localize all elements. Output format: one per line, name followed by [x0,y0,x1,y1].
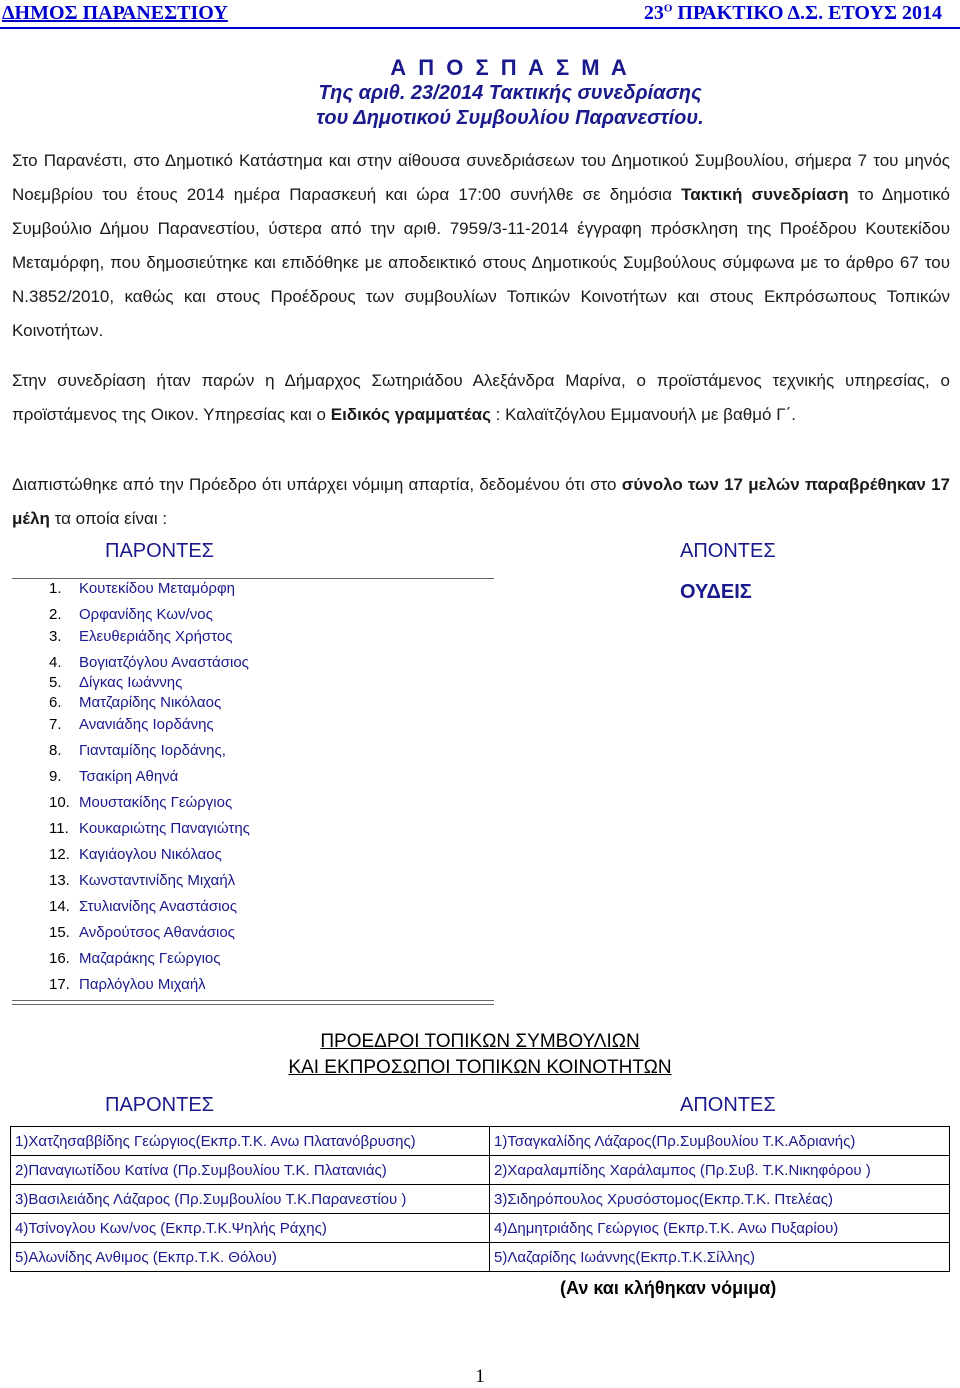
rep-absent-cell: 1)Τσαγκαλίδης Λάζαρος(Πρ.Συμβουλίου Τ.Κ.Αδριανής) [490,1127,950,1156]
member-name: Κωνσταντινίδης Μιχαήλ [79,872,236,889]
member-name: Ανδρούτσος Αθανάσιος [79,924,235,941]
table-row [11,1127,950,1156]
minutes-title: ΠΡΑΚΤΙΚΟ Δ.Σ. ΕΤΟΥΣ 2014 [677,2,942,24]
attendance-text-2: : Καλαϊτζόγλου Εμμανουήλ με βαθμό Γ΄. [490,405,796,424]
header-rule [0,27,960,29]
rep-present-cell: 4)Τσίνογλου Κων/νος (Εκπρ.Τ.Κ.Ψηλής Ράχης) [11,1214,490,1243]
member-list-item [49,976,206,993]
quorum-text-2: τα οποία είναι : [49,509,168,528]
member-number: 11. [49,820,69,837]
document-title: Α Π Ο Σ Π Α Σ Μ Α [390,55,630,80]
rep-absent-cell: 4)Δημητριάδης Γεώργιος (Εκπρ.Τ.Κ. Ανω Πυξαρίου) [490,1214,950,1243]
member-list-item [49,794,232,811]
intro-text-2: το Δημοτικό Συμβούλιο Δήμου Παρανεστίου, ύστερα από την αριθ. 7959/3-11-2014 έγγραφη πρόσκληση της Προέδρου Κουτεκίδου Μεταμόρφη, που δημοσιεύτηκε και επιδόθηκε με αποδεικτικό στους Δημοτικούς Συμβούλους σύμφωνα με το άρθρο 67 του Ν.3852/2010, καθώς και στους Προέδρους των συμβουλίων Τοπικών Κοινοτήτων και στους Εκπρόσωπους Τοπικών Κοινοτήτων. [12,185,950,340]
member-number: 1. [49,580,62,597]
member-number: 5. [49,674,62,691]
member-list-item [49,872,235,889]
member-number: 6. [49,694,62,711]
title-line-1: Της αριθ. 23/2014 Τακτικής συνεδρίασης [318,82,702,104]
member-list-item [49,654,249,671]
member-list-item [49,924,235,941]
member-list-item [49,606,213,623]
member-list-item [49,742,226,759]
intro-text-1: Στο Παρανέστι, στο Δημοτικό Κατάστημα και στην αίθουσα συνεδριάσεων του Δημοτικού Συμβουλίου, σήμερα 7 του μηνός Νοεμβρίου του έτους 2014 ημέρα Παρασκευή και ώρα 17:00 συνήλθε σε δημόσια [12,151,950,204]
intro-paragraph [12,144,950,348]
member-number: 10. [49,794,70,811]
absent-heading: ΑΠΟΝΤΕΣ [680,540,776,562]
rep-absent-cell: 3)Σιδηρόπουλος Χρυσόστομος(Εκπρ.Τ.Κ. Πτελέας) [490,1185,950,1214]
member-number: 9. [49,768,62,785]
member-list-item [49,716,214,733]
member-number: 16. [49,950,70,967]
member-name: Ελευθεριάδης Χρήστος [79,628,233,645]
member-name: Βογιατζόγλου Αναστάσιος [79,654,249,671]
secretary-label: Ειδικός γραμματέας [330,405,491,424]
page-number: 1 [475,1366,485,1387]
quorum-paragraph [12,468,950,536]
member-list-item [49,674,182,691]
member-name: Καγιάογλου Νικόλαος [79,846,222,863]
member-name: Ανανιάδης Ιορδάνης [79,716,214,733]
member-name: Μαζαράκης Γεώργιος [79,950,221,967]
quorum-bold: σύνολο των 17 μελών παραβρέθηκαν 17 μέλη [12,475,950,528]
rep-absent-heading: ΑΠΟΝΤΕΣ [680,1094,776,1116]
member-list-item [49,628,232,645]
intro-bold-session: Τακτική συνεδρίαση [681,185,849,204]
member-number: 2. [49,606,62,623]
municipality-name: ΔΗΜΟΣ ΠΑΡΑΝΕΣΤΙΟΥ [2,2,228,24]
rep-present-cell: 5)Αλωνίδης Ανθιμος (Εκπρ.Τ.Κ. Θόλου) [11,1243,490,1272]
member-name: Κουκαριώτης Παναγιώτης [79,820,250,837]
minutes-superscript: Ο [663,2,673,15]
member-number: 4. [49,654,62,671]
member-list-item [49,820,250,837]
minutes-label [644,2,942,25]
rep-present-cell: 2)Παναγιωτίδου Κατίνα (Πρ.Συμβουλίου Τ.Κ. Πλατανιάς) [11,1156,490,1185]
list-bottom-rule [12,1000,494,1001]
member-list-item [49,846,222,863]
representatives-table [10,1126,950,1272]
list-bottom-rule-2 [12,1004,494,1005]
member-name: Γιανταμίδης Ιορδάνης, [79,742,226,759]
legally-invited-note: (Αν και κλήθηκαν νόμιμα) [560,1278,777,1298]
member-list-item [49,580,235,597]
attendance-text-1: Στην συνεδρίαση ήταν παρών η Δήμαρχος Σωτηριάδου Αλεξάνδρα Μαρίνα, ο προϊστάμενος τεχνικής υπηρεσίας, ο προϊστάμενος της Οικον. Υπηρεσίας και ο [12,371,950,424]
list-top-rule [12,578,494,579]
member-number: 3. [49,628,62,645]
member-list-item [49,768,178,785]
representatives-title-1: ΠΡΟΕΔΡΟΙ ΤΟΠΙΚΩΝ ΣΥΜΒΟΥΛΙΩΝ [320,1031,640,1052]
minutes-number: 23 [643,2,664,24]
rep-present-cell: 3)Βασιλειάδης Λάζαρος (Πρ.Συμβουλίου Τ.Κ.Παρανεστίου ) [11,1185,490,1214]
page-header [0,2,960,30]
table-row [11,1214,950,1243]
representatives-title-2: ΚΑΙ ΕΚΠΡΟΣΩΠΟΙ ΤΟΠΙΚΩΝ ΚΟΙΝΟΤΗΤΩΝ [288,1057,672,1078]
table-row [11,1243,950,1272]
member-name: Μουστακίδης Γεώργιος [79,794,233,811]
member-name: Παρλόγλου Μιχαήλ [79,976,206,993]
member-name: Στυλιανίδης Αναστάσιος [79,898,237,915]
title-block [0,55,960,131]
absent-none: ΟΥΔΕΙΣ [680,581,752,603]
member-number: 14. [49,898,70,915]
member-name: Κουτεκίδου Μεταμόρφη [79,580,236,597]
member-number: 17. [49,976,70,993]
member-name: Δίγκας Ιωάννης [79,674,183,691]
table-row [11,1156,950,1185]
member-number: 13. [49,872,70,889]
member-number: 8. [49,742,62,759]
member-list-item [49,950,221,967]
member-number: 12. [49,846,70,863]
rep-absent-cell: 2)Χαραλαμπίδης Χαράλαμπος (Πρ.Συβ. Τ.Κ.Νικηφόρου ) [490,1156,950,1185]
rep-absent-cell: 5)Λαζαρίδης Ιωάννης(Εκπρ.Τ.Κ.Σίλλης) [490,1243,950,1272]
title-line-2: του Δημοτικού Συμβουλίου Παρανεστίου. [316,107,704,129]
member-name: Ματζαρίδης Νικόλαος [79,694,222,711]
present-heading: ΠΑΡΟΝΤΕΣ [105,540,215,562]
member-number: 7. [49,716,62,733]
member-list-item [49,694,221,711]
rep-present-heading: ΠΑΡΟΝΤΕΣ [105,1094,215,1116]
member-number: 15. [49,924,70,941]
table-row [11,1185,950,1214]
member-name: Ορφανίδης Κων/νος [79,606,213,623]
rep-present-cell: 1)Χατζησαββίδης Γεώργιος(Εκπρ.Τ.Κ. Ανω Πλατανόβρυσης) [11,1127,490,1156]
member-list-item [49,898,237,915]
attendance-paragraph [12,364,950,432]
member-name: Τσακίρη Αθηνά [79,768,179,785]
quorum-text-1: Διαπιστώθηκε από την Πρόεδρο ότι υπάρχει νόμιμη απαρτία, δεδομένου ότι στο [12,475,622,494]
